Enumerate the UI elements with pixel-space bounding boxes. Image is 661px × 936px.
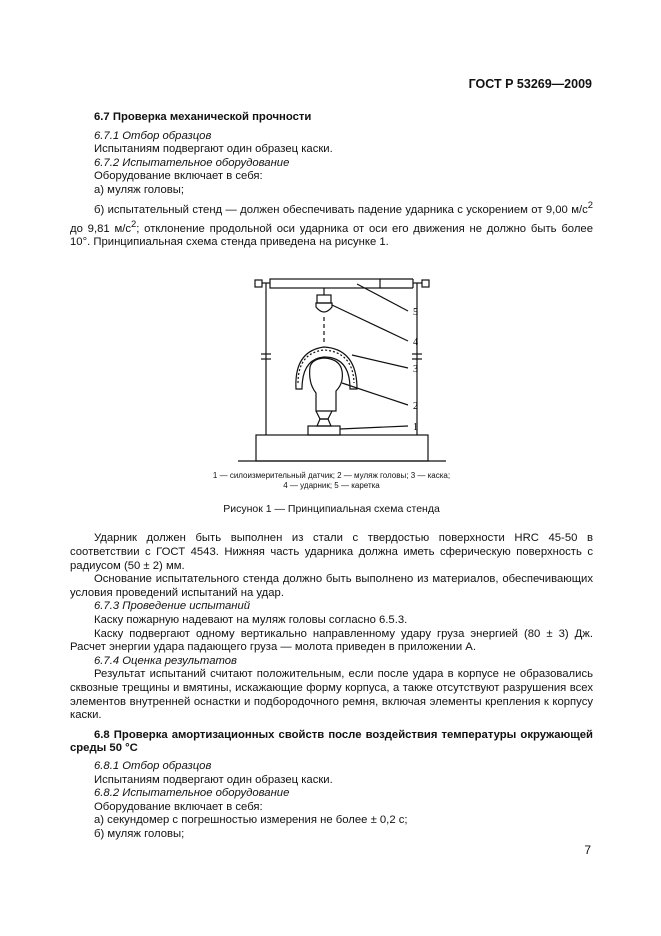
carriage (270, 279, 380, 288)
paragraph: Испытаниям подвергают один образец каски. (94, 143, 333, 156)
subsection-6-7-4: 6.7.4 Оценка результатов (94, 654, 237, 667)
list-item: а) муляж головы; (94, 183, 185, 196)
helmet (296, 347, 357, 389)
text-run: до 9,81 м/с (70, 222, 131, 235)
subsection-6-8-2: 6.8.2 Испытательное оборудование (94, 787, 290, 800)
paragraph: Каску пожарную надевают на муляж головы согласно 6.5.3. (94, 614, 408, 627)
striker-holder (317, 295, 331, 303)
paragraph: Ударник должен быть выполнен из стали с твердостью поверхности HRC 45-50 в соответствии с ГОСТ 4543. Нижняя часть ударника должна иметь сферическую поверхность с радиусом (50 ± 2) мм. (70, 532, 593, 572)
list-item: б) муляж головы; (94, 827, 185, 840)
subsection-6-7-1: 6.7.1 Отбор образцов (94, 129, 212, 142)
paragraph: Оборудование включает в себя: (94, 170, 263, 183)
subsection-6-7-3: 6.7.3 Проведение испытаний (94, 600, 251, 613)
callout-5: 5 (413, 306, 418, 318)
head-form (310, 358, 343, 411)
callout-3: 3 (413, 363, 418, 375)
superscript: 2 (587, 198, 593, 210)
figure-1-diagram (70, 271, 593, 466)
document-body (70, 111, 593, 842)
list-item (70, 198, 593, 250)
callout-4: 4 (413, 336, 418, 348)
section-heading-6-7: 6.7 Проверка механической прочности (94, 111, 312, 123)
document-header: ГОСТ Р 53269—2009 (468, 77, 592, 91)
paragraph: Основание испытательного стенда должно быть выполнено из материалов, обеспечивающих условия проведений испытаний на удар. (70, 573, 593, 599)
paragraph: Каску подвергают одному вертикально направленному удару груза энергией (80 ± 3) Дж. Расчет энергии удара падающего груза — молота приведен в приложении А. (70, 627, 593, 654)
figure-caption: Рисунок 1 — Принципиальная схема стенда (223, 502, 440, 515)
figure-legend-line-2: 4 — ударник; 5 — каретка (283, 481, 380, 491)
page-number: 7 (584, 843, 591, 857)
callout-1: 1 (413, 421, 418, 433)
section-heading-6-8: 6.8 Проверка амортизационных свойств после воздействия температуры окружающей среды 50 °С (70, 728, 593, 755)
callout-2: 2 (413, 400, 418, 412)
subsection-6-7-2: 6.7.2 Испытательное оборудование (94, 156, 290, 169)
paragraph: Результат испытаний считают положительным, если после удара в корпусе не образовались сквозные трещины и вмятины, искажающие форму корпуса, а также отсутствуют разрушения всех элементов внутренней оснастки и подбородочного ремня, включая элементы крепления к корпусу каски. (70, 668, 593, 722)
stand-base (256, 435, 428, 461)
figure-legend-line-1: 1 — силоизмерительный датчик; 2 — муляж головы; 3 — каска; (212, 470, 451, 480)
stand-schematic (70, 271, 593, 466)
list-item: а) секундомер с погрешностью измерения не более ± 0,2 с; (94, 814, 408, 827)
paragraph: Оборудование включает в себя: (94, 800, 263, 813)
text-run: ; отклонение продольной оси ударника от оси его движения не должно быть более 10°. Принципиальная схема стенда приведена на рисунке 1. (70, 222, 593, 249)
paragraph: Испытаниям подвергают один образец каски. (94, 773, 333, 786)
load-cell (308, 426, 340, 435)
text-run: б) испытательный стенд — должен обеспечивать падение ударника с ускорением от 9,00 м/с (94, 203, 588, 216)
striker (316, 303, 332, 312)
subsection-6-8-1: 6.8.1 Отбор образцов (94, 759, 212, 772)
superscript: 2 (131, 217, 137, 229)
